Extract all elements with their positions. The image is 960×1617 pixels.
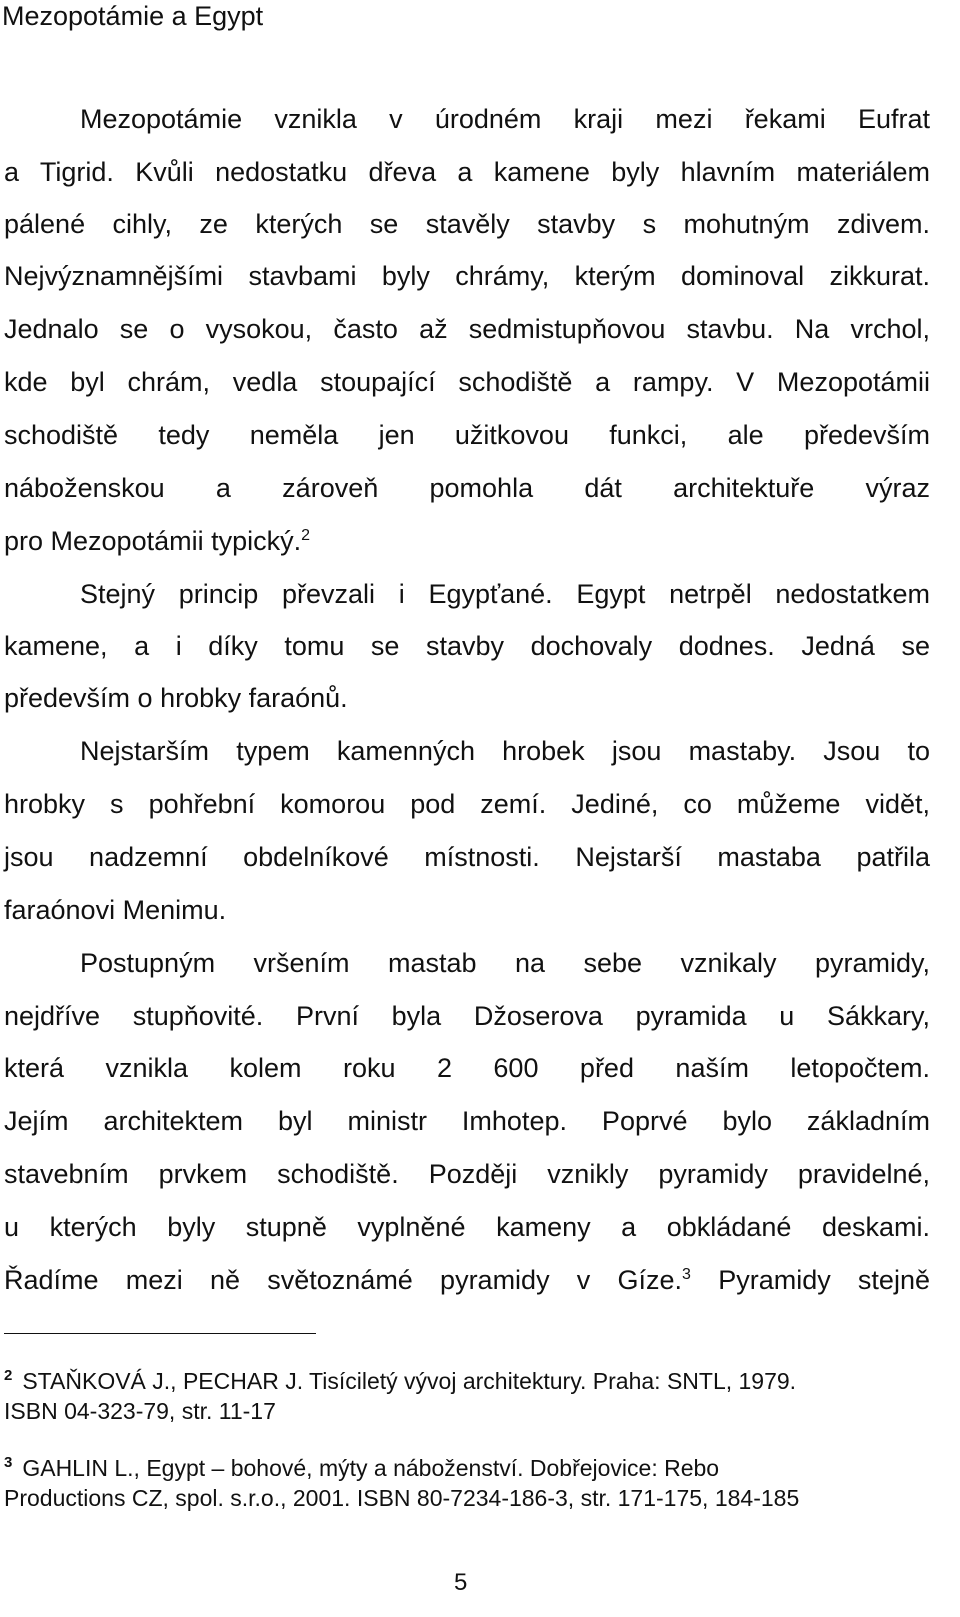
text-line: Nejstarším typem kamenných hrobek jsou mastaby. Jsou to — [80, 736, 930, 766]
text-line: Postupným vršením mastab na sebe vznikaly pyramidy, — [80, 948, 930, 978]
footnote-text: GAHLIN L., Egypt – bohové, mýty a náboženství. Dobřejovice: Rebo — [22, 1455, 720, 1481]
footnote-3-cont: Productions CZ, spol. s.r.o., 2001. ISBN 80-7234-186-3, str. 171-175, 184-185 — [4, 1485, 800, 1511]
text-line: kde byl chrám, vedla stoupající schodiště a rampy. V Mezopotámii — [4, 367, 930, 397]
text-line: faraónovi Menimu. — [4, 895, 227, 925]
footnote-mark: 3 — [4, 1454, 13, 1472]
footnote-text: STAŇKOVÁ J., PECHAR J. Tisíciletý vývoj architektury. Praha: SNTL, 1979. — [22, 1368, 797, 1394]
page-number: 5 — [454, 1569, 468, 1596]
text-line: stavebním prvkem schodiště. Později vznikly pyramidy pravidelné, — [4, 1159, 930, 1189]
footnote-ref: 2 — [301, 527, 311, 544]
text-segment: Řadíme mezi ně světoznámé pyramidy v Gíze. — [4, 1265, 683, 1295]
footnote-3 — [4, 1453, 719, 1483]
text-line: pálené cihly, ze kterých se stavěly stavby s mohutným zdivem. — [4, 209, 930, 239]
text-line: Nejvýznamnějšími stavbami byly chrámy, kterým dominoval zikkurat. — [4, 261, 930, 291]
text-line: kamene, a i díky tomu se stavby dochovaly dodnes. Jedná se — [4, 631, 930, 661]
text-line: Stejný princip převzali i Egypťané. Egypt netrpěl nedostatkem — [80, 579, 930, 609]
text-line-content — [4, 1265, 691, 1295]
footnote-2 — [4, 1366, 796, 1396]
text-line: a Tigrid. Kvůli nedostatku dřeva a kamene byly hlavním materiálem — [4, 157, 930, 187]
text-line: především o hrobky faraónů. — [4, 683, 348, 713]
text-line: Jednalo se o vysokou, často až sedmistupňovou stavbu. Na vrchol, — [4, 314, 930, 344]
text-line: hrobky s pohřební komorou pod zemí. Jediné, co můžeme vidět, — [4, 789, 930, 819]
text-line: Mezopotámie vznikla v úrodném kraji mezi řekami Eufrat — [80, 104, 930, 134]
text-segment: Pyramidy stejně — [718, 1265, 930, 1295]
footnote-ref: 3 — [682, 1266, 691, 1283]
footnote-divider — [4, 1333, 316, 1334]
text-line: jsou nadzemní obdelníkové místnosti. Nejstarší mastaba patřila — [4, 842, 930, 872]
text-line-content: pro Mezopotámii typický. — [4, 526, 302, 556]
text-line: schodiště tedy neměla jen užitkovou funkci, ale především — [4, 420, 930, 450]
text-line: která vznikla kolem roku 2 600 před naším letopočtem. — [4, 1053, 930, 1083]
text-line — [4, 523, 930, 559]
text-line: u kterých byly stupně vyplněné kameny a obkládané deskami. — [4, 1212, 930, 1242]
footnote-2-cont: ISBN 04-323-79, str. 11-17 — [4, 1398, 276, 1424]
text-line: nejdříve stupňovité. První byla Džoserova pyramida u Sákkary, — [4, 1001, 930, 1031]
text-line — [4, 1262, 930, 1298]
text-line: Jejím architektem byl ministr Imhotep. Poprvé bylo základním — [4, 1106, 930, 1136]
page-heading: Mezopotámie a Egypt — [2, 1, 264, 31]
text-line: náboženskou a zároveň pomohla dát architektuře výraz — [4, 473, 930, 503]
footnote-mark: 2 — [4, 1367, 13, 1385]
